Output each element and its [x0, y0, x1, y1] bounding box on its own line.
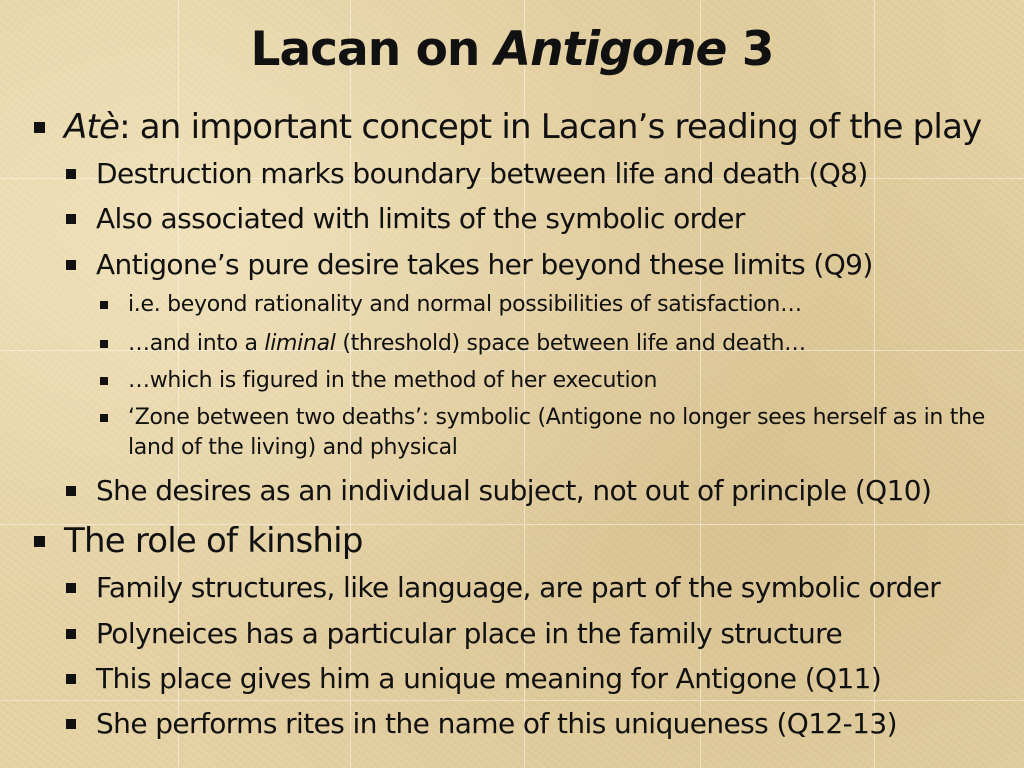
- bullet-place: This place gives him a unique meaning for Antigone (Q11): [96, 662, 881, 696]
- bullet-square-icon: [100, 414, 108, 422]
- bullet-square-icon: [66, 719, 76, 729]
- bullet-square-icon: [34, 536, 45, 547]
- bullet-square-icon: [66, 486, 76, 496]
- bullet-execution: …which is figured in the method of her execution: [128, 366, 998, 396]
- title-italic: Antigone: [494, 22, 727, 77]
- bullet-square-icon: [34, 122, 45, 133]
- bullet-limits: Also associated with limits of the symbolic order: [96, 202, 745, 236]
- slide-title: [0, 22, 1024, 78]
- title-prefix: Lacan on: [250, 22, 480, 77]
- bullet-family: Family structures, like language, are part of the symbolic order: [96, 571, 940, 605]
- bullet-square-icon: [100, 340, 108, 348]
- bullet-square-icon: [66, 260, 76, 270]
- bullet-liminal: …and into a liminal (threshold) space between life and death…: [128, 329, 998, 359]
- bullet-square-icon: [66, 169, 76, 179]
- bullet-square-icon: [66, 214, 76, 224]
- bullet-desire: Antigone’s pure desire takes her beyond these limits (Q9): [96, 248, 873, 282]
- bullet-rites: She performs rites in the name of this uniqueness (Q12-13): [96, 707, 897, 741]
- bullet-square-icon: [66, 583, 76, 593]
- bullet-ate: Atè: an important concept in Lacan’s reading of the play: [64, 107, 981, 147]
- bullet-square-icon: [66, 674, 76, 684]
- title-suffix: 3: [741, 22, 774, 77]
- bullet-square-icon: [100, 377, 108, 385]
- bullet-rationality: i.e. beyond rationality and normal possibilities of satisfaction…: [128, 290, 998, 320]
- bullet-square-icon: [66, 629, 76, 639]
- bullet-individual: She desires as an individual subject, not out of principle (Q10): [96, 474, 931, 508]
- bullet-destruction: Destruction marks boundary between life and death (Q8): [96, 157, 868, 191]
- bullet-zone: ‘Zone between two deaths’: symbolic (Antigone no longer sees herself as in the land of the living) and physical: [128, 403, 998, 463]
- bullet-kinship: The role of kinship: [64, 521, 363, 561]
- bullet-square-icon: [100, 301, 108, 309]
- bullet-polyneices: Polyneices has a particular place in the family structure: [96, 617, 842, 651]
